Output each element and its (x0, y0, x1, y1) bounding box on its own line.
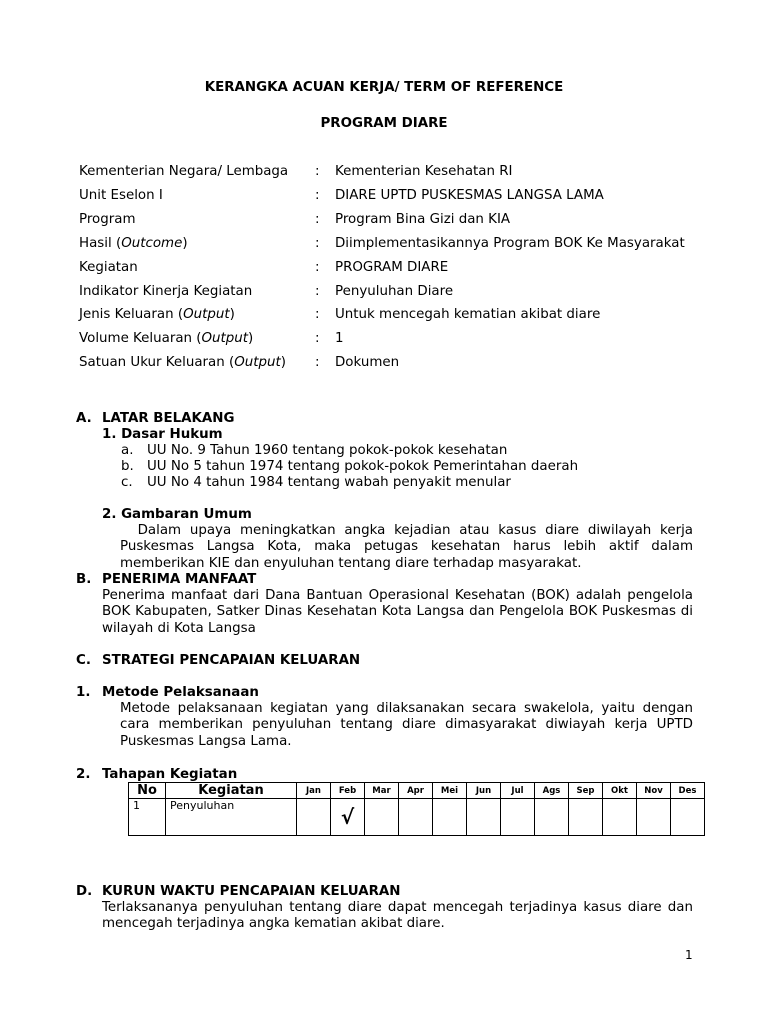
header-month: Okt (603, 783, 637, 799)
meta-label: Indikator Kinerja Kegiatan (79, 284, 253, 299)
meta-value: Program Bina Gizi dan KIA (335, 212, 511, 227)
section-b-letter: B. (76, 572, 92, 587)
header-month: Mar (365, 783, 399, 799)
law-item: UU No. 9 Tahun 1960 tentang pokok-pokok kesehatan (147, 443, 508, 458)
meta-label: Kegiatan (79, 260, 138, 275)
meta-colon: : (315, 307, 320, 322)
cell-month (535, 799, 569, 836)
gambaran-umum-paragraph: Dalam upaya meningkatkan angka kejadian atau kasus diare diwilayah kerja Puskesmas Langsa Kota, maka petugas kesehatan harus lebih aktif dalam memberikan KIE dan enyuluhan tentang diare terhadap masyarakat. (120, 523, 693, 571)
metode-number: 1. (76, 685, 91, 700)
meta-value: 1 (335, 331, 344, 346)
section-c-title: STRATEGI PENCAPAIAN KELUARAN (102, 653, 361, 668)
cell-month (501, 799, 535, 836)
meta-value: Diimplementasikannya Program BOK Ke Masyarakat (335, 236, 685, 251)
tahapan-heading: Tahapan Kegiatan (102, 767, 238, 782)
meta-value: Kementerian Kesehatan RI (335, 164, 513, 179)
law-item: UU No 4 tahun 1984 tentang wabah penyakit menular (147, 475, 511, 490)
kegiatan-table (128, 782, 705, 836)
meta-label (79, 307, 235, 322)
cell-kegiatan: Penyuluhan (166, 799, 297, 836)
meta-value: Untuk mencegah kematian akibat diare (335, 307, 601, 322)
cell-month-check: √ (331, 799, 365, 836)
meta-label (79, 331, 253, 346)
meta-label-text: Satuan Ukur Keluaran ( (79, 355, 235, 370)
document-subtitle: PROGRAM DIARE (320, 116, 448, 131)
tahapan-number: 2. (76, 767, 91, 782)
dasar-hukum-heading: 1. Dasar Hukum (102, 427, 223, 442)
cell-month (365, 799, 399, 836)
law-marker: a. (121, 443, 134, 458)
header-month: Jan (297, 783, 331, 799)
header-month: Apr (399, 783, 433, 799)
meta-label-text: Hasil ( (79, 236, 122, 251)
header-kegiatan: Kegiatan (166, 783, 297, 799)
meta-colon: : (315, 260, 320, 275)
metode-heading: Metode Pelaksanaan (102, 685, 259, 700)
meta-colon: : (315, 236, 320, 251)
document-title: KERANGKA ACUAN KERJA/ TERM OF REFERENCE (204, 80, 564, 95)
cell-month (671, 799, 705, 836)
table-row (129, 799, 705, 836)
meta-label-text: ) (182, 236, 188, 251)
metode-paragraph: Metode pelaksanaan kegiatan yang dilaksanakan secara swakelola, yaitu dengan cara memberikan penyuluhan tentang diare dimasyarakat diwiayah kerja UPTD Puskesmas Langsa Lama. (120, 701, 693, 749)
cell-month (467, 799, 501, 836)
meta-label-italic: Output (201, 331, 249, 346)
kurun-waktu-paragraph: Terlaksananya penyuluhan tentang diare dapat mencegah terjadinya kasus diare dan mencegah terjadinya angka kematian akibat diare. (102, 900, 693, 932)
cell-month (637, 799, 671, 836)
section-d-title: KURUN WAKTU PENCAPAIAN KELUARAN (102, 884, 401, 899)
meta-colon: : (315, 355, 320, 370)
gambaran-umum-heading: 2. Gambaran Umum (102, 507, 252, 522)
meta-label-italic: Output (183, 307, 230, 322)
header-month: Feb (331, 783, 365, 799)
meta-colon: : (315, 212, 320, 227)
header-month: Mei (433, 783, 467, 799)
law-item: UU No 5 tahun 1974 tentang pokok-pokok Pemerintahan daerah (147, 459, 579, 474)
meta-label-italic: Outcome (121, 236, 183, 251)
section-c-letter: C. (76, 653, 91, 668)
cell-month (433, 799, 467, 836)
header-month: Des (671, 783, 705, 799)
header-month: Jul (501, 783, 535, 799)
cell-month (603, 799, 637, 836)
table-header-row (129, 783, 705, 799)
cell-month (399, 799, 433, 836)
meta-label: Unit Eselon I (79, 188, 163, 203)
cell-no: 1 (129, 799, 166, 836)
meta-value: PROGRAM DIARE (335, 260, 449, 275)
meta-label (79, 236, 188, 251)
meta-value: DIARE UPTD PUSKESMAS LANGSA LAMA (335, 188, 604, 203)
header-month: Ags (535, 783, 569, 799)
meta-colon: : (315, 284, 320, 299)
meta-colon: : (315, 164, 320, 179)
meta-colon: : (315, 331, 320, 346)
meta-label (79, 355, 286, 370)
header-no: No (129, 783, 166, 799)
meta-label-text: Jenis Keluaran ( (79, 307, 184, 322)
meta-label: Program (79, 212, 136, 227)
section-d-letter: D. (76, 884, 93, 899)
meta-colon: : (315, 188, 320, 203)
meta-label-italic: Output (234, 355, 281, 370)
meta-label-text: ) (248, 331, 254, 346)
meta-value: Penyuluhan Diare (335, 284, 454, 299)
cell-month (297, 799, 331, 836)
section-b-title: PENERIMA MANFAAT (102, 572, 257, 587)
header-month: Sep (569, 783, 603, 799)
law-marker: c. (121, 475, 133, 490)
header-month: Nov (637, 783, 671, 799)
meta-label-text: ) (229, 307, 235, 322)
penerima-manfaat-paragraph: Penerima manfaat dari Dana Bantuan Operasional Kesehatan (BOK) adalah pengelola BOK Kabupaten, Satker Dinas Kesehatan Kota Langsa dan Pengelola BOK Puskesmas di wilayah di Kota Langsa (102, 588, 693, 636)
section-a-title: LATAR BELAKANG (102, 411, 235, 426)
meta-label: Kementerian Negara/ Lembaga (79, 164, 289, 179)
page-number: 1 (685, 948, 693, 962)
cell-month (569, 799, 603, 836)
section-a-letter: A. (76, 411, 92, 426)
meta-value: Dokumen (335, 355, 400, 370)
meta-label-text: Volume Keluaran ( (79, 331, 202, 346)
law-marker: b. (121, 459, 134, 474)
header-month: Jun (467, 783, 501, 799)
meta-label-text: ) (280, 355, 286, 370)
